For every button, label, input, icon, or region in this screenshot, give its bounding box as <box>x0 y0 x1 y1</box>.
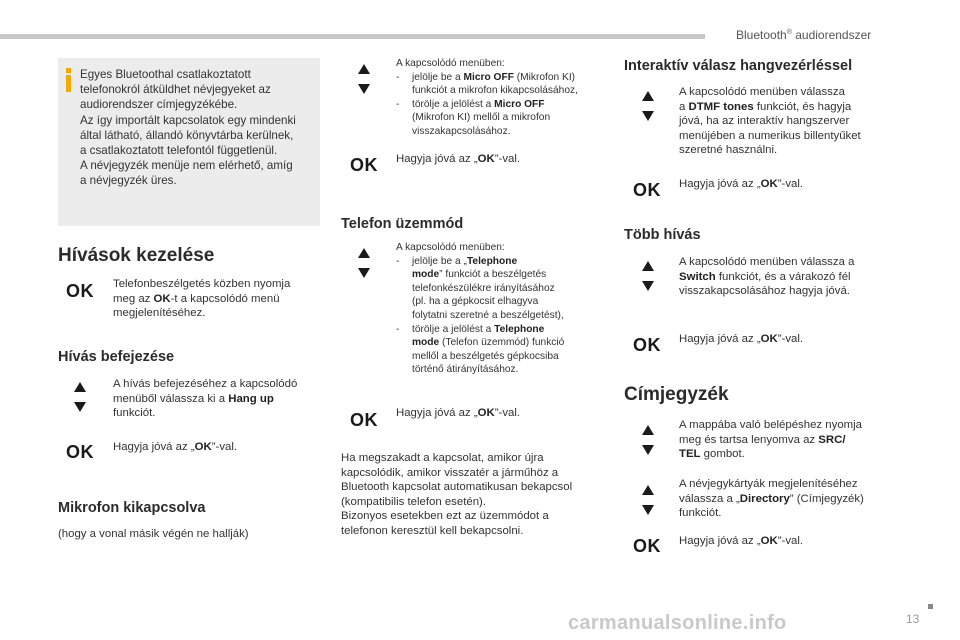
heading-interactive-voice: Interaktív válasz hangvezérléssel <box>624 58 853 74</box>
info-note-text: Egyes Bluetoothal csatlakoztatott telefonokról átküldhet névjegyeket az audiorendszer címjegyzékébe. Az így importált kapcsolatok egy mindenki által látható, állandó könyvtárba kerülnek, a csatlakoztatott telefontól függetlenül. A névjegyzék menüje nem elérhető, amíg a névjegyzék üres. <box>80 68 296 188</box>
page-header-title: Bluetooth® audiorendszer <box>736 28 872 42</box>
interactive-voice-text: A kapcsolódó menüben válassza a DTMF tones funkciót, és hagyja jóvá, ha az interaktív hangszerver menüjében a numerikus billentyűket szeretné használni. <box>679 86 861 157</box>
heading-multiple-calls: Több hívás <box>624 227 701 243</box>
page-marker <box>928 604 933 609</box>
up-down-arrows-icon <box>354 248 374 278</box>
reconnect-paragraph: Ha megszakadt a kapcsolat, amikor újra kapcsolódik, amikor visszatér a járműhöz a Bluetooth kapcsolat automatikusan bekapcsol (kompatibilis telefon esetén). Bizonyos esetekben ezt az üzemmódot a telefonon keresztül kell bekapcsolni. <box>341 452 573 537</box>
confirm-text: Hagyja jóvá az „OK”-val. <box>679 178 804 190</box>
up-down-arrows-icon <box>638 261 658 291</box>
confirm-text: Hagyja jóvá az „OK”-val. <box>679 535 804 547</box>
calls-text: Telefonbeszélgetés közben nyomja meg az OK-t a kapcsolódó menü megjelenítéséhez. <box>113 278 291 320</box>
up-down-arrows-icon <box>70 382 90 412</box>
page-number: 13 <box>906 612 920 626</box>
up-down-arrows-icon <box>638 425 658 455</box>
directory-text: A mappába való belépéshez nyomja meg és tartsa lenyomva az SRC/ TEL gombot. <box>679 419 863 461</box>
info-icon <box>66 68 71 92</box>
header-rule <box>0 34 705 39</box>
ok-button-icon: OK <box>66 442 94 462</box>
ok-button-icon: OK <box>633 335 661 355</box>
ok-button-icon: OK <box>66 281 94 301</box>
up-down-arrows-icon <box>638 91 658 121</box>
ok-button-icon: OK <box>350 410 378 430</box>
ok-button-icon: OK <box>350 155 378 175</box>
watermark: carmanualsonline.info <box>568 612 787 634</box>
directory-cards-text: A névjegykártyák megjelenítéséhez válassza a „Directory” (Címjegyzék) funkciót. <box>679 478 864 520</box>
confirm-text: Hagyja jóvá az „OK”-val. <box>396 153 521 165</box>
end-call-text: A hívás befejezéséhez a kapcsolódó menüből válassza ki a Hang up funkciót. <box>113 378 298 420</box>
multiple-calls-text: A kapcsolódó menüben válassza a Switch funkciót, és a várakozó fél visszakapcsolásához hagyja jóvá. <box>679 256 855 298</box>
mic-off-subtitle: (hogy a vonal másik végén ne hallják) <box>58 528 249 540</box>
mic-menu-text: A kapcsolódó menüben: - jelölje be a Micro OFF (Mikrofon KI) funkciót a mikrofon kikapcsolásához, - törölje a jelölést a Micro OFF (Mikrofon KI) mellől a mikrofon visszakapcsolásához. <box>396 58 578 137</box>
confirm-text: Hagyja jóvá az „OK”-val. <box>396 407 521 419</box>
phone-mode-text: A kapcsolódó menüben: - jelölje be a „Telephone mode” funkciót a beszélgetés telefonkészülékre irányításához (pl. ha a gépkocsit elhagyva folytatni szeretné a beszélgetést), - törölje a jelölést a Telephone mode (Telefon üzemmód) funkció mellől a beszélgetés gépkocsiba történő átirányításához. <box>396 242 565 376</box>
info-note-box <box>58 58 320 226</box>
heading-end-call: Hívás befejezése <box>58 349 175 365</box>
heading-directory: Címjegyzék <box>624 384 729 405</box>
confirm-text: Hagyja jóvá az „OK”-val. <box>113 441 238 453</box>
up-down-arrows-icon <box>638 485 658 515</box>
ok-button-icon: OK <box>633 180 661 200</box>
up-down-arrows-icon <box>354 64 374 94</box>
heading-phone-mode: Telefon üzemmód <box>341 216 464 232</box>
confirm-text: Hagyja jóvá az „OK”-val. <box>679 333 804 345</box>
ok-button-icon: OK <box>633 536 661 556</box>
heading-calls: Hívások kezelése <box>58 245 215 266</box>
heading-mic-off: Mikrofon kikapcsolva <box>58 500 206 516</box>
